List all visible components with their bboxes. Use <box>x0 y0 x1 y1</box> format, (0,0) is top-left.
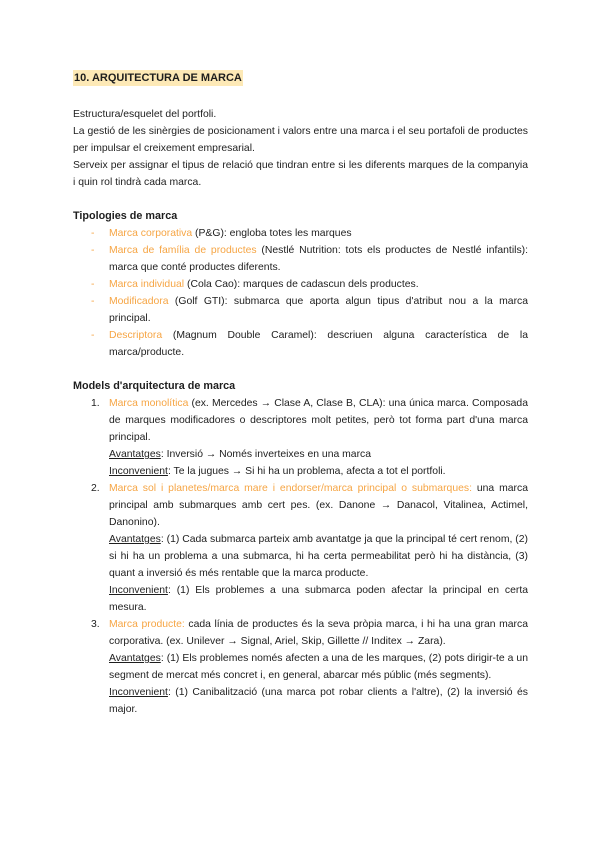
dash-bullet: - <box>91 279 95 290</box>
tipologies-section <box>73 208 528 361</box>
page-title: 10. ARQUITECTURA DE MARCA <box>74 72 242 84</box>
term: Marca de família de productes <box>109 245 257 256</box>
drawback-text: : (1) Canibalització (una marca pot robar clients a l'altre), (2) la inversió és major. <box>109 687 528 715</box>
term-description: (P&G): engloba totes les marques <box>192 228 352 239</box>
title-row <box>73 68 528 86</box>
tipologies-list <box>73 225 528 361</box>
term: Descriptora <box>109 330 163 341</box>
advantages-text: : (1) Cada submarca parteix amb avantatge ja que la principal té cert renom, (2) si hi ha un problema a una submarca, hi ha certa permeabilitat però hi ha distància, (3) quant a inversió és més rentable que la marca producte. <box>109 534 528 579</box>
intro-line: La gestió de les sinèrgies de posicionament i valors entre una marca i el seu portafoli de productes per impulsar el creixement empresarial. <box>73 126 528 154</box>
list-item <box>91 327 528 361</box>
drawback-label: Inconvenient <box>109 466 168 477</box>
section-heading: Models d'arquitectura de marca <box>73 380 236 392</box>
advantages-label: Avantatges <box>109 449 161 460</box>
list-item <box>91 242 528 276</box>
item-number: 2. <box>91 483 100 494</box>
advantages-label: Avantatges <box>109 653 161 664</box>
term: Marca monolítica <box>109 398 189 409</box>
dash-bullet: - <box>91 245 95 256</box>
intro-section <box>73 106 528 191</box>
term: Marca sol i planetes/marca mare i endorser/marca principal o submarques: <box>109 483 472 494</box>
list-item <box>91 395 528 480</box>
drawback-label: Inconvenient <box>109 585 168 596</box>
models-list <box>73 395 528 718</box>
dash-bullet: - <box>91 296 95 307</box>
list-item <box>91 480 528 616</box>
term-description: (Golf GTI): submarca que aporta algun tipus d'atribut nou a la marca principal. <box>109 296 528 324</box>
drawback-text: : (1) Els problemes a una submarca poden afectar la principal en certa mesura. <box>109 585 528 613</box>
drawback-text: : Te la jugues → Si hi ha un problema, afecta a tot el portfoli. <box>167 466 446 477</box>
term-description: (Cola Cao): marques de cadascun dels productes. <box>184 279 419 290</box>
advantages-text: : Inversió → Només inverteixes en una marca <box>160 449 372 460</box>
term: Marca corporativa <box>109 228 193 239</box>
dash-bullet: - <box>91 228 95 239</box>
list-item <box>91 225 528 242</box>
list-item <box>91 293 528 327</box>
models-section <box>73 378 528 718</box>
dash-bullet: - <box>91 330 95 341</box>
list-item <box>91 616 528 718</box>
term-description: (Nestlé Nutrition: tots els productes de Nestlé infantils): marca que conté productes diferents. <box>109 245 528 273</box>
term: Modificadora <box>109 296 169 307</box>
term-description: (ex. Mercedes → Clase A, Clase B, CLA): una única marca. Composada de marques modificadores o descriptores molt petites, però tot forma part d'una marca principal. <box>109 398 528 443</box>
list-item <box>91 276 528 293</box>
item-number: 1. <box>91 398 100 409</box>
intro-line: Serveix per assignar el tipus de relació que tindran entre si les diferents marques de la companyia i quin rol tindrà cada marca. <box>73 160 528 188</box>
item-number: 3. <box>91 619 100 630</box>
section-heading: Tipologies de marca <box>73 210 178 222</box>
term-description: una marca principal amb submarques amb cert pes. (ex. Danone → Danacol, Vitalinea, Actimel, Danonino). <box>109 483 528 528</box>
term: Marca individual <box>109 279 185 290</box>
advantages-label: Avantatges <box>109 534 161 545</box>
term-description: (Magnum Double Caramel): descriuen alguna característica de la marca/producte. <box>109 330 528 358</box>
term: Marca producte: <box>109 619 185 630</box>
term-description: cada línia de productes és la seva pròpia marca, i hi ha una gran marca corporativa. (ex. Unilever → Signal, Ariel, Skip, Gillette // Inditex → Zara). <box>109 619 528 647</box>
intro-line: Estructura/esquelet del portfoli. <box>73 109 217 120</box>
advantages-text: : (1) Els problemes només afecten a una de les marques, (2) pots dirigir-te a un segment de mercat més concret i, en general, abarcar més públic (més segments). <box>109 653 528 681</box>
drawback-label: Inconvenient <box>109 687 168 698</box>
